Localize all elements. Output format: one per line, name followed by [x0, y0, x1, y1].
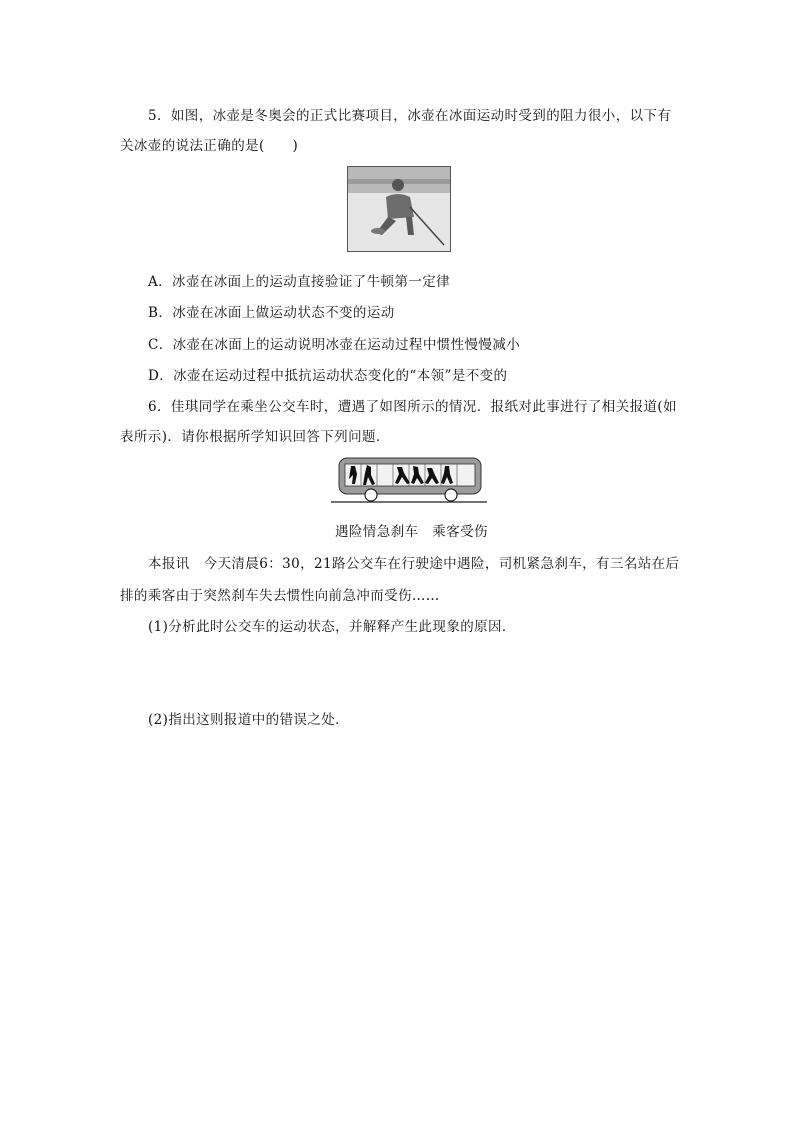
- report-headline: 遇险情急刹车 乘客受伤: [335, 524, 488, 540]
- bus-illustration: [331, 456, 487, 504]
- report-line1: 本报讯 今天清晨6：30，21路公交车在行驶途中遇险，司机紧急刹车，有三名站在后: [148, 556, 680, 572]
- q5-stem-line1: 5．如图，冰壶是冬奥会的正式比赛项目，冰壶在冰面运动时受到的阻力很小，以下有: [148, 108, 672, 124]
- q6-stem-line1: 6．佳琪同学在乘坐公交车时，遭遇了如图所示的情况．报纸对此事进行了相关报道(如: [148, 399, 677, 415]
- q6-sub-question-2: (2)指出这则报道中的错误之处．: [148, 712, 350, 728]
- bus-drawing: [331, 456, 487, 504]
- q5-option-d: D．冰壶在运动过程中抵抗运动状态变化的“本领”是不变的: [148, 368, 508, 384]
- curling-photo: [347, 166, 451, 252]
- q5-option-a: A．冰壶在冰面上的运动直接验证了牛顿第一定律: [148, 274, 451, 290]
- report-line2: 排的乘客由于突然刹车失去惯性向前急冲而受伤……: [120, 588, 440, 604]
- q5-option-c: C．冰壶在冰面上的运动说明冰壶在运动过程中惯性慢慢减小: [148, 337, 521, 353]
- q5-option-b: B．冰壶在冰面上做运动状态不变的运动: [148, 305, 395, 321]
- curling-illustration: [348, 167, 450, 251]
- q6-stem-line2: 表所示)．请你根据所学知识回答下列问题．: [120, 429, 390, 445]
- q6-sub-question-1: (1)分析此时公交车的运动状态，并解释产生此现象的原因．: [148, 619, 516, 635]
- q5-stem-line2: 关冰壶的说法正确的是( ): [120, 138, 299, 154]
